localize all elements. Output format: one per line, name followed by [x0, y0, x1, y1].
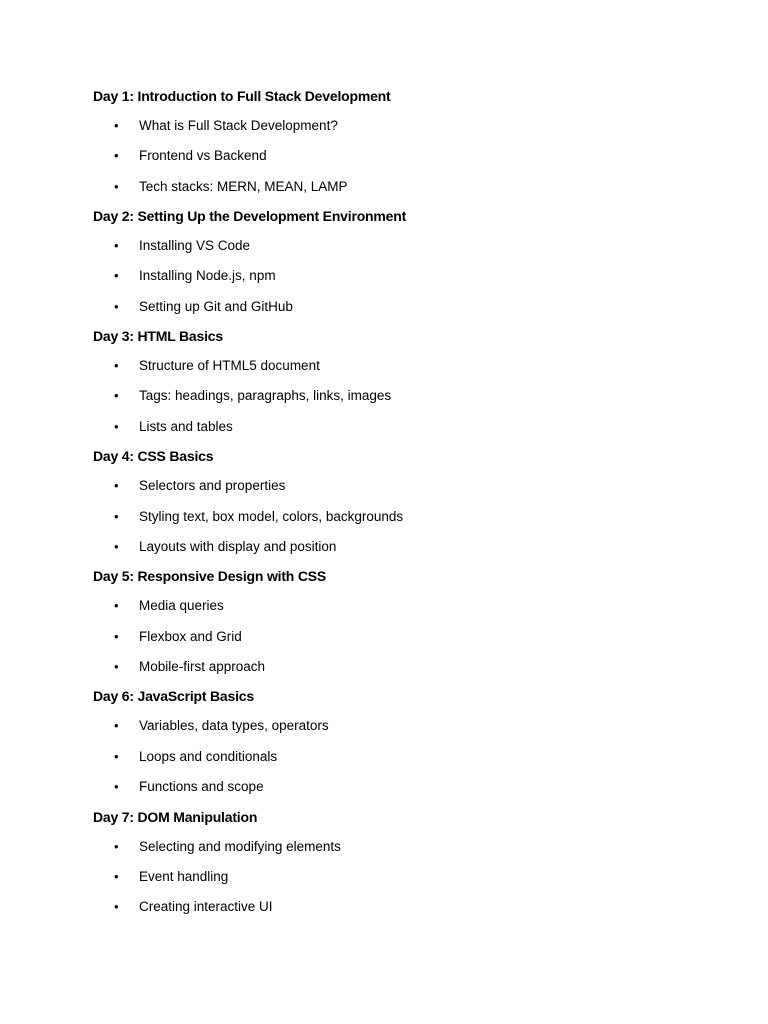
document-content — [93, 86, 713, 927]
list-item — [93, 507, 713, 527]
list-item — [93, 116, 713, 136]
list-item — [93, 596, 713, 616]
list-item-text: Flexbox and Grid — [139, 628, 242, 644]
day-section-7 — [93, 807, 713, 918]
bullet-icon: • — [114, 718, 119, 734]
list-item — [93, 356, 713, 376]
day-heading: Day 1: Introduction to Full Stack Development — [93, 88, 391, 104]
topic-list — [93, 116, 713, 197]
list-item-text: Frontend vs Backend — [139, 148, 267, 164]
bullet-icon: • — [114, 538, 119, 554]
bullet-icon: • — [114, 748, 119, 764]
list-item-text: Styling text, box model, colors, backgrounds — [139, 508, 404, 524]
list-item-text: Media queries — [139, 598, 224, 614]
list-item — [93, 537, 713, 557]
day-section-1 — [93, 86, 713, 197]
list-item — [93, 417, 713, 437]
day-heading: Day 4: CSS Basics — [93, 448, 214, 465]
day-section-2 — [93, 206, 713, 317]
list-item — [93, 146, 713, 166]
topic-list — [93, 356, 713, 437]
list-item-text: Selectors and properties — [139, 478, 286, 494]
list-item-text: Installing Node.js, npm — [139, 268, 276, 284]
topic-list — [93, 236, 713, 317]
list-item-text: Tags: headings, paragraphs, links, images — [139, 388, 392, 404]
list-item — [93, 386, 713, 406]
list-item — [93, 897, 713, 917]
list-item — [93, 867, 713, 887]
bullet-icon: • — [114, 118, 119, 133]
list-item-text: Setting up Git and GitHub — [139, 298, 293, 314]
list-item-text: Installing VS Code — [139, 238, 251, 254]
topic-list — [93, 837, 713, 918]
day-section-3 — [93, 326, 713, 437]
list-item — [93, 177, 713, 197]
topic-list — [93, 596, 713, 677]
bullet-icon: • — [114, 268, 119, 284]
bullet-icon: • — [114, 508, 119, 524]
list-item-text: Loops and conditionals — [139, 748, 278, 764]
list-item — [93, 476, 713, 496]
bullet-icon: • — [114, 478, 119, 494]
bullet-icon: • — [114, 838, 119, 854]
bullet-icon: • — [114, 628, 119, 644]
list-item-text: Event handling — [139, 868, 229, 884]
list-item — [93, 716, 713, 736]
list-item — [93, 236, 713, 256]
day-section-4 — [93, 446, 713, 557]
day-heading: Day 2: Setting Up the Development Environment — [93, 208, 407, 225]
day-heading: Day 5: Responsive Design with CSS — [93, 568, 327, 585]
list-item-text: Selecting and modifying elements — [139, 838, 341, 854]
bullet-icon: • — [114, 899, 119, 915]
bullet-icon: • — [114, 868, 119, 884]
day-section-6 — [93, 686, 713, 797]
list-item — [93, 747, 713, 767]
topic-list — [93, 476, 713, 557]
list-item — [93, 657, 713, 677]
day-section-5 — [93, 566, 713, 677]
list-item-text: Structure of HTML5 document — [139, 358, 320, 374]
bullet-icon: • — [114, 148, 119, 164]
list-item — [93, 837, 713, 857]
bullet-icon: • — [114, 238, 119, 254]
list-item-text: Tech stacks: MERN, MEAN, LAMP — [139, 178, 348, 194]
list-item — [93, 627, 713, 647]
day-heading: Day 3: HTML Basics — [93, 328, 223, 345]
list-item — [93, 777, 713, 797]
list-item-text: What is Full Stack Development? — [139, 118, 338, 133]
list-item-text: Lists and tables — [139, 418, 233, 434]
list-item — [93, 297, 713, 317]
bullet-icon: • — [114, 418, 119, 434]
bullet-icon: • — [114, 178, 119, 194]
bullet-icon: • — [114, 388, 119, 404]
bullet-icon: • — [114, 598, 119, 614]
list-item-text: Creating interactive UI — [139, 899, 273, 915]
list-item-text: Functions and scope — [139, 779, 264, 795]
bullet-icon: • — [114, 658, 119, 674]
bullet-icon: • — [114, 779, 119, 795]
bullet-icon: • — [114, 298, 119, 314]
day-heading: Day 6: JavaScript Basics — [93, 688, 254, 705]
list-item-text: Mobile-first approach — [139, 658, 266, 674]
day-heading: Day 7: DOM Manipulation — [93, 808, 258, 825]
list-item — [93, 266, 713, 286]
bullet-icon: • — [114, 358, 119, 374]
list-item-text: Layouts with display and position — [139, 538, 337, 554]
list-item-text: Variables, data types, operators — [139, 718, 329, 734]
topic-list — [93, 716, 713, 797]
